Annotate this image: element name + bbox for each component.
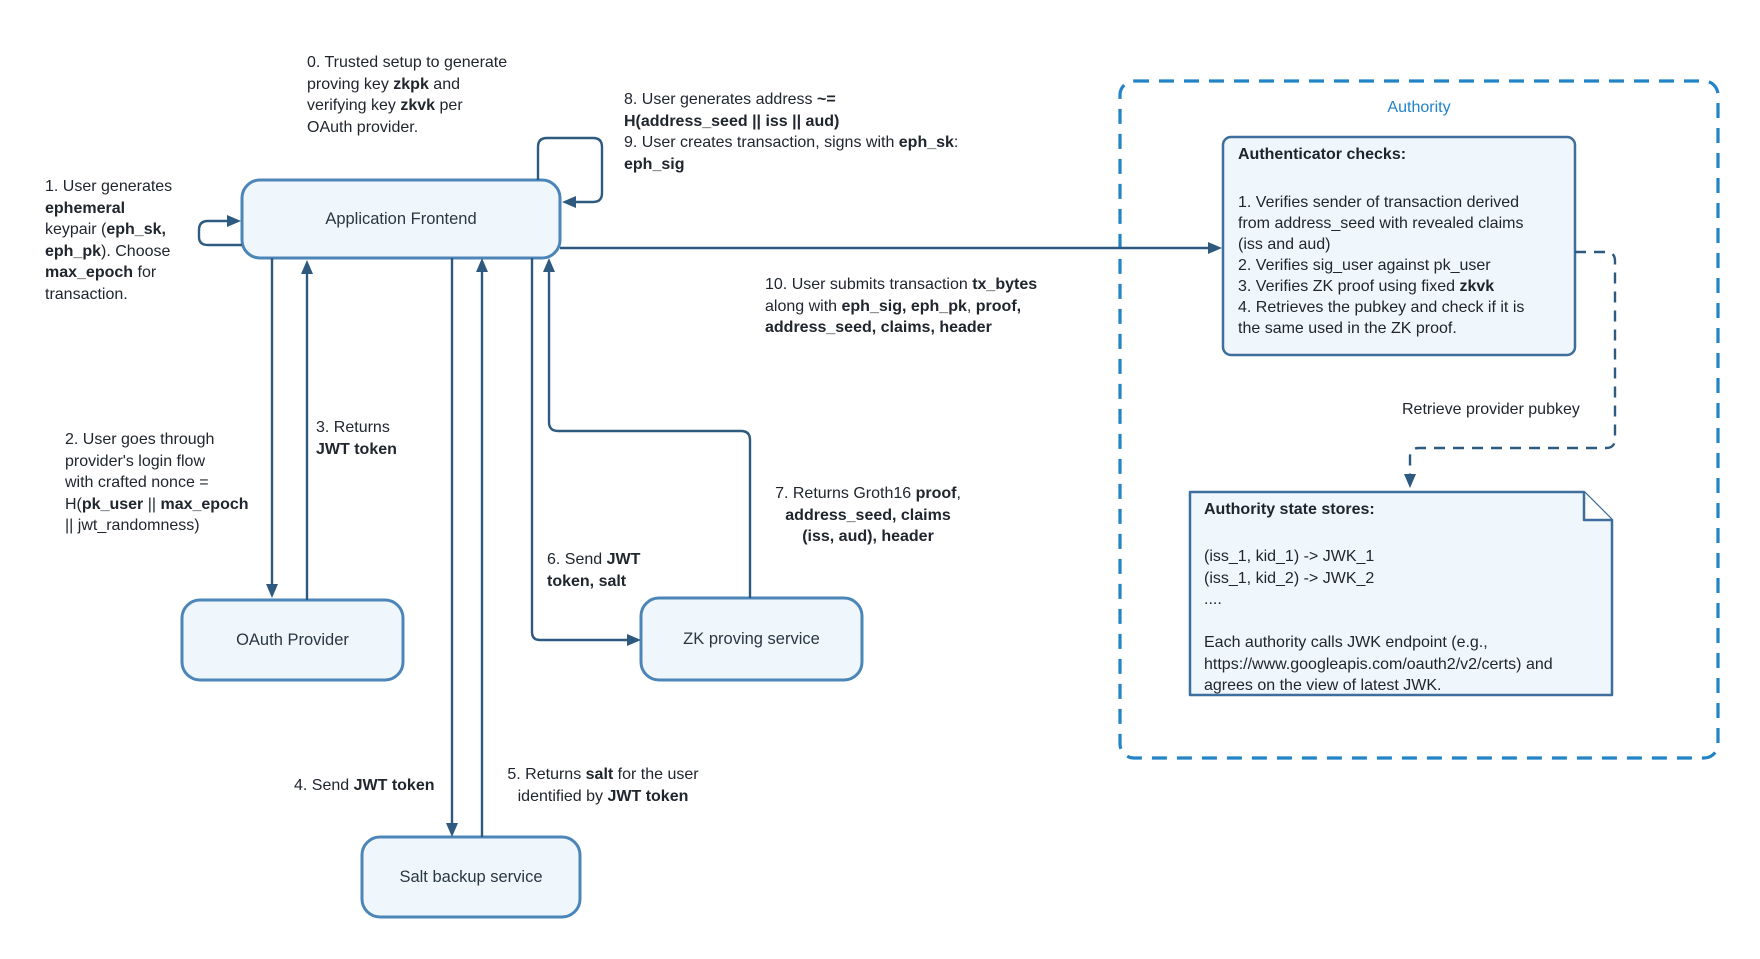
annotation-step-2: 2. User goes through provider's login flow with crafted nonce = H(pk_user || max_epoch || jwt_randomness) xyxy=(65,431,249,534)
annotation-step-3: 3. Returns JWT token xyxy=(316,419,397,458)
authority-state-stores-title: Authority state stores: xyxy=(1204,501,1375,518)
annotation-step-1: 1. User generates ephemeral keypair (eph_sk, eph_pk). Choose max_epoch for transaction. xyxy=(45,178,173,303)
annotation-step-8-9: 8. User generates address ~= H(address_seed || iss || aud) 9. User creates transaction, signs with eph_sk: eph_sig xyxy=(624,91,959,173)
application-frontend-label: Application Frontend xyxy=(325,209,477,228)
salt-backup-service-label: Salt backup service xyxy=(399,867,543,886)
authenticator-checks-list: 1. Verifies sender of transaction derived from address_seed with revealed claims (iss and aud) 2. Verifies sig_user against pk_user 3. Verifies ZK proof using fixed zkvk 4. Retrieves the pubkey and check if it is the same used in the ZK proof. xyxy=(1238,194,1525,337)
annotation-step-10: 10. User submits transaction tx_bytes along with eph_sig, eph_pk, proof, address_seed, claims, header xyxy=(765,276,1038,336)
annotation-step-4: 4. Send JWT token xyxy=(294,777,435,794)
authority-label: Authority xyxy=(1387,99,1451,116)
arrow-self-loop-generate-keypair xyxy=(199,221,242,245)
authority-state-stores-list: (iss_1, kid_1) -> JWK_1 (iss_1, kid_2) -> JWK_2 .... Each authority calls JWK endpoint (e.g., https://www.googleapis.com/oauth2/v2/certs) and agrees on the view of latest JWK. xyxy=(1204,548,1553,694)
annotation-step-0: 0. Trusted setup to generate proving key zkpk and verifying key zkvk per OAuth provider. xyxy=(307,54,508,136)
retrieve-provider-pubkey-label: Retrieve provider pubkey xyxy=(1402,401,1580,418)
oauth-provider-label: OAuth Provider xyxy=(236,630,349,649)
authenticator-checks-title: Authenticator checks: xyxy=(1238,146,1407,163)
zk-proving-service-label: ZK proving service xyxy=(683,629,820,648)
annotation-step-6: 6. Send JWT token, salt xyxy=(547,551,641,590)
annotation-step-7: 7. Returns Groth16 proof, address_seed, claims (iss, aud), header xyxy=(775,485,961,545)
annotation-step-5: 5. Returns salt for the user identified by JWT token xyxy=(507,766,699,805)
